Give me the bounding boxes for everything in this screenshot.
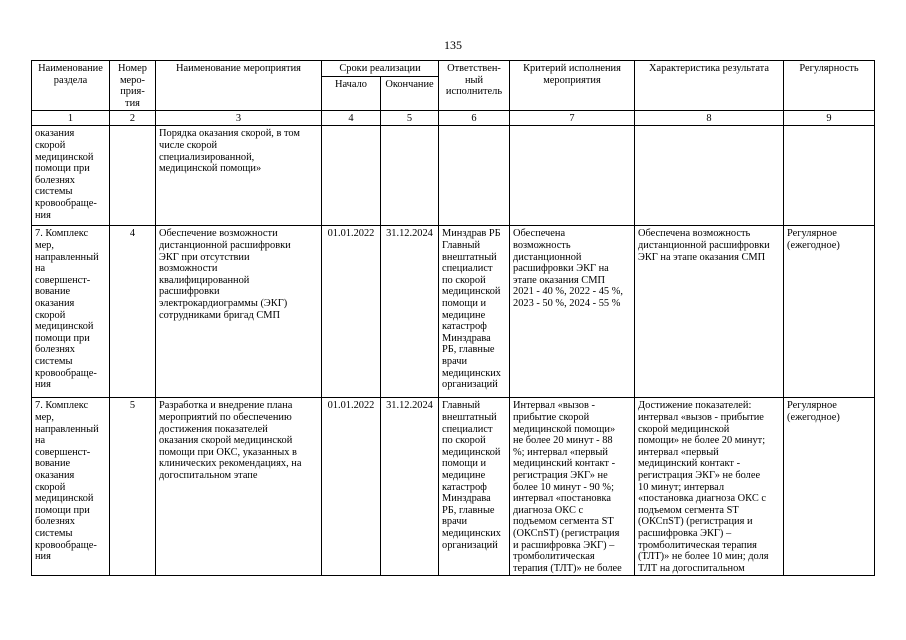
events-table	[31, 60, 875, 576]
column-number: 9	[784, 111, 875, 126]
column-number-row	[32, 111, 875, 126]
cell-criterion: Интервал «вызов - прибытие скорой медицинской помощи» не более 20 минут - 88 %; интервал «первый медицинский контакт - регистрация ЭКГ» не более 10 минут - 90 %; интервал «постановка диагноза ОКС с подъемом сегмента ST (ОКСпST) (регистрация и расшифровка ЭКГ) – тромболитическая терапия (ТЛТ)» не более	[510, 398, 635, 576]
table-row	[32, 398, 875, 576]
cell-regularity: Регулярное (ежегодное)	[784, 226, 875, 398]
header-timeline: Сроки реализации	[322, 61, 439, 77]
header-number: Номер меро-прия-тия	[110, 61, 156, 111]
column-number: 1	[32, 111, 110, 126]
cell-responsible: Главный внештатный специалист по скорой медицинской помощи и медицине катастроф Минздрава РБ, главные врачи медицинских организаций	[439, 398, 510, 576]
cell-result: Достижение показателей: интервал «вызов - прибытие скорой медицинской помощи» не более 20 минут; интервал «первый медицинский контакт - регистрация ЭКГ» не более 10 минут; интервал «постановка диагноза ОКС с подъемом сегмента ST (ОКСпST) (регистрация и расшифровка ЭКГ) – тромболитическая терапия (ТЛТ)» не более 10 мин; доля ТЛТ на догоспитальном	[635, 398, 784, 576]
table-row	[32, 226, 875, 398]
cell-regularity: Регулярное (ежегодное)	[784, 398, 875, 576]
cell-start	[322, 126, 381, 226]
cell-regularity	[784, 126, 875, 226]
cell-end	[381, 126, 439, 226]
header-responsible: Ответствен-ный исполнитель	[439, 61, 510, 111]
cell-number: 4	[110, 226, 156, 398]
cell-criterion	[510, 126, 635, 226]
cell-responsible: Минздрав РБ Главный внештатный специалист по скорой медицинской помощи и медицине катастроф Минздрава РБ, главные врачи медицинских организаций	[439, 226, 510, 398]
header-row	[32, 61, 875, 77]
column-number: 6	[439, 111, 510, 126]
cell-section: 7. Комплекс мер, направленный на совершенст- вование оказания скорой медицинской помощи при болезнях системы кровообраще- ния	[32, 226, 110, 398]
column-number: 3	[156, 111, 322, 126]
cell-end: 31.12.2024	[381, 226, 439, 398]
cell-number: 5	[110, 398, 156, 576]
column-number: 8	[635, 111, 784, 126]
cell-start: 01.01.2022	[322, 226, 381, 398]
cell-criterion: Обеспечена возможность дистанционной расшифровки ЭКГ на этапе оказания СМП 2021 - 40 %, 2022 - 45 %, 2023 - 50 %, 2024 - 55 %	[510, 226, 635, 398]
table-row	[32, 126, 875, 226]
cell-start: 01.01.2022	[322, 398, 381, 576]
column-number: 5	[381, 111, 439, 126]
header-section-name: Наименование раздела	[32, 61, 110, 111]
header-result: Характеристика результата	[635, 61, 784, 111]
cell-result: Обеспечена возможность дистанционной расшифровки ЭКГ на этапе оказания СМП	[635, 226, 784, 398]
cell-event: Обеспечение возможности дистанционной расшифровки ЭКГ при отсутствии возможности квалифицированной расшифровки электрокардиограммы (ЭКГ) сотрудниками бригад СМП	[156, 226, 322, 398]
column-number: 7	[510, 111, 635, 126]
header-end: Окончание	[381, 76, 439, 111]
cell-section: 7. Комплекс мер, направленный на совершенст- вование оказания скорой медицинской помощи при болезнях системы кровообраще- ния	[32, 398, 110, 576]
cell-responsible	[439, 126, 510, 226]
header-event-name: Наименование мероприятия	[156, 61, 322, 111]
cell-number	[110, 126, 156, 226]
cell-event: Разработка и внедрение плана мероприятий по обеспечению достижения показателей оказания скорой медицинской помощи при ОКС, указанных в клинических рекомендациях, на догоспитальном этапе	[156, 398, 322, 576]
page-number: 135	[444, 38, 462, 52]
header-regularity: Регулярность	[784, 61, 875, 111]
header-criterion: Критерий исполнения мероприятия	[510, 61, 635, 111]
column-number: 2	[110, 111, 156, 126]
header-start: Начало	[322, 76, 381, 111]
column-number: 4	[322, 111, 381, 126]
cell-event: Порядка оказания скорой, в том числе скорой специализированной, медицинской помощи»	[156, 126, 322, 226]
cell-end: 31.12.2024	[381, 398, 439, 576]
cell-result	[635, 126, 784, 226]
cell-section: оказания скорой медицинской помощи при болезнях системы кровообраще- ния	[32, 126, 110, 226]
